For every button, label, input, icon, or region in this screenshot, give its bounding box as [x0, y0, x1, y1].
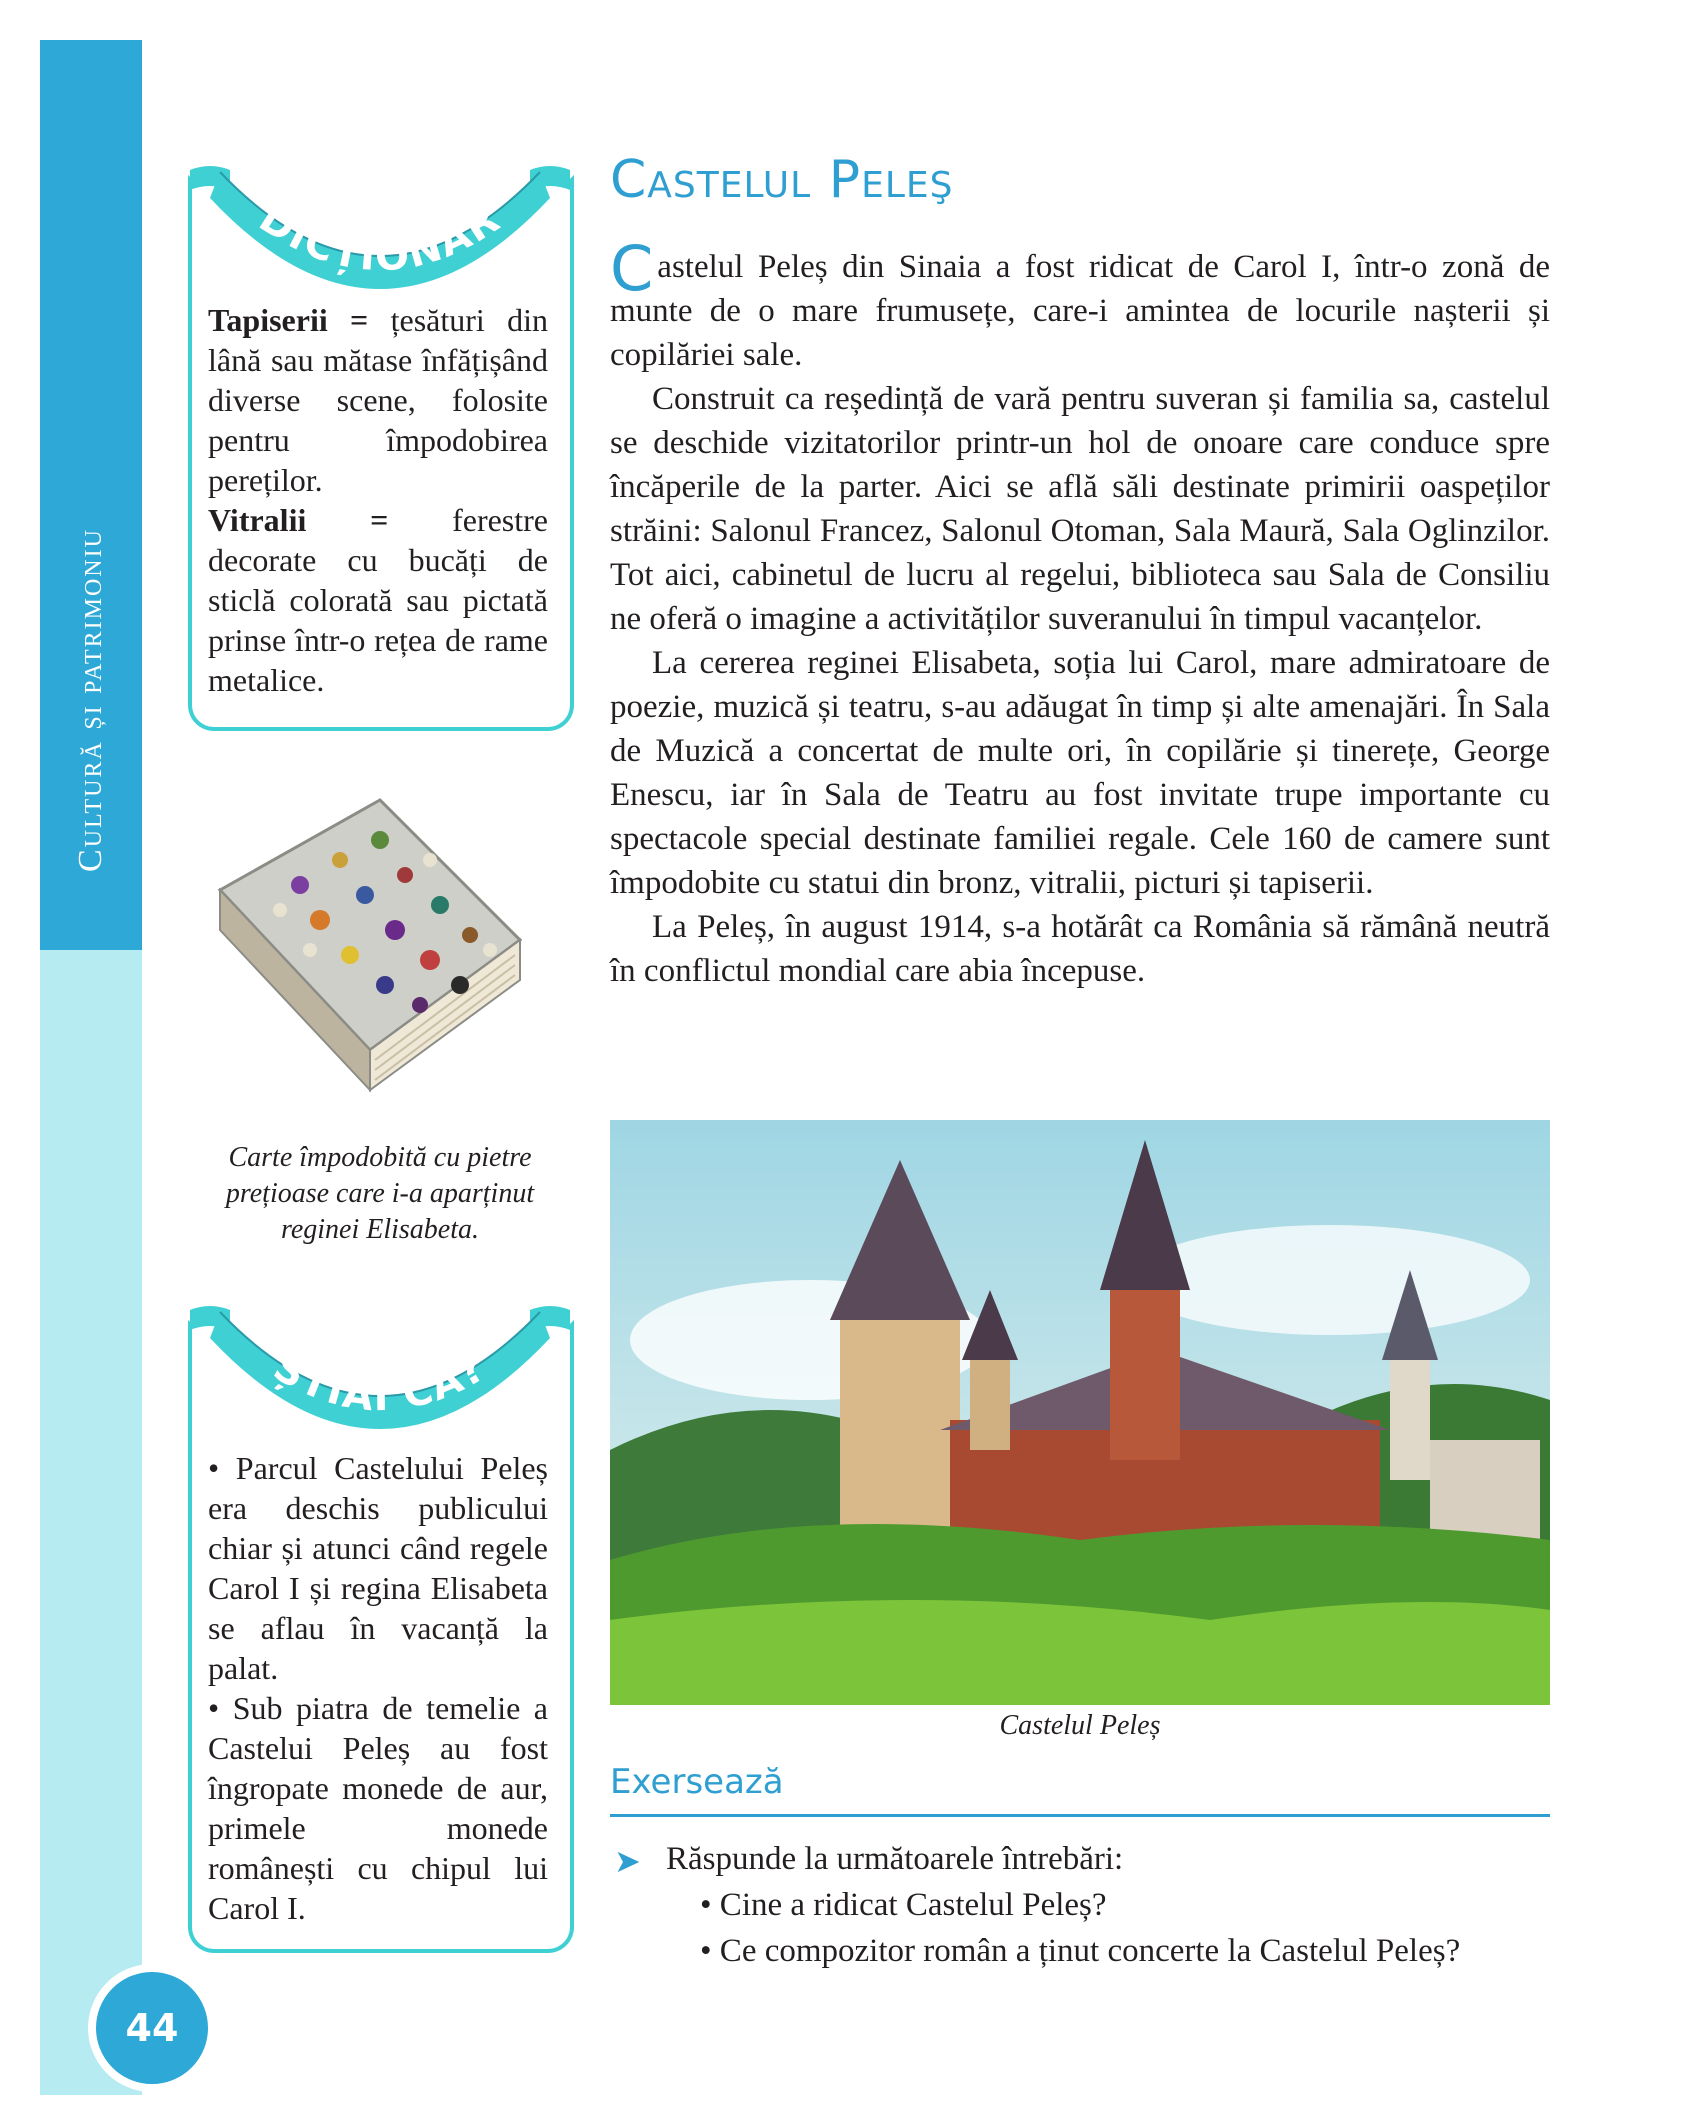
fact-item: • Parcul Castelului Peleș era deschis publicului chiar și atunci când regele Carol I și regina Elisabeta se aflau în vacanță la palat.	[208, 1450, 548, 1686]
did-you-know-text	[208, 1448, 548, 1928]
peles-castle-photo	[610, 1120, 1550, 1705]
dictionary-text	[208, 300, 548, 700]
exercise-question: • Cine a ridicat Castelul Peleș?	[700, 1887, 1107, 1923]
exercise-block	[610, 1836, 1570, 1974]
article-body	[610, 232, 1550, 993]
photo-caption: Castelul Peleș	[999, 1710, 1161, 1741]
arrow-icon: ➤	[614, 1843, 641, 1879]
dict-entry-vitralii: Vitralii = ferestre decorate cu bucăți de sticlă colorată sau pictată prinse într-o rețea de rame metalice.	[208, 502, 548, 698]
exercise-title: Exersează	[610, 1762, 784, 1802]
article-paragraph-2: Construit ca reședință de vară pentru suveran și familia sa, castelul se deschide vizitatorilor printr-un hol de onoare care conduce spre încăperile de la parter. Aici se află săli destinate primirii oaspeților străini: Salonul Francez, Salonul Otoman, Sala Maură, Sala Oglinzilor. Tot aici, cabinetul de lucru al regelui, biblioteca sau Sala de Consiliu ne oferă o imagine a activităților suveranului în timpul vacanțelor.	[610, 381, 1550, 637]
exercise-question: • Ce compozitor român a ținut concerte la Castelul Peleș?	[700, 1933, 1461, 1969]
page-number: 44	[88, 1964, 216, 2092]
jeweled-book-image	[190, 790, 540, 1120]
drop-cap: C	[610, 232, 654, 305]
article-title: Castelul Peleş	[610, 150, 954, 210]
article-paragraph-4: La Peleș, în august 1914, s-a hotărât ca România să rămână neutră în conflictul mondial care abia începuse.	[610, 909, 1550, 989]
svg-text:DICȚIONAR: DICȚIONAR	[251, 195, 509, 281]
dict-entry-tapiserii: Tapiserii = țesături din lână sau mătase înfățișând diverse scene, folosite pentru împodobirea pereților.	[208, 302, 549, 498]
svg-text:ȘTIAI CĂ?: ȘTIAI CĂ?	[265, 1343, 495, 1421]
article-paragraph-1: Castelul Peleș din Sinaia a fost ridicat de Carol I, într-o zonă de munte de o mare frumusețe, care-i amintea de locurile nașterii și copilăriei sale.	[610, 232, 1550, 373]
did-you-know-banner	[180, 1290, 580, 1450]
article-paragraph-3: La cererea reginei Elisabeta, soția lui Carol, mare admiratoare de poezie, muzică și teatru, s-au adăugat în timp și alte amenajări. În Sala de Muzică a concertat de multe ori, în copilărie și tinerețe, George Enescu, iar în Sala de Teatru au fost invitate trupe importante cu spectacole special destinate familiei regale. Cele 160 de camere sunt împodobite cu statui din bronz, vitralii, picturi și tapiserii.	[610, 645, 1550, 901]
fact-item: • Sub piatra de temelie a Castelui Peleș au fost îngropate monede de aur, primele monede românești cu chipul lui Carol I.	[208, 1690, 548, 1926]
side-band-light	[40, 950, 142, 2095]
dictionary-banner	[180, 150, 580, 310]
exercise-divider	[610, 1814, 1550, 1817]
book-caption: Carte împodobită cu pietre prețioase care i-a aparținut reginei Elisabeta.	[225, 1142, 535, 1245]
exercise-instruction: Răspunde la următoarele întrebări:	[666, 1841, 1124, 1877]
